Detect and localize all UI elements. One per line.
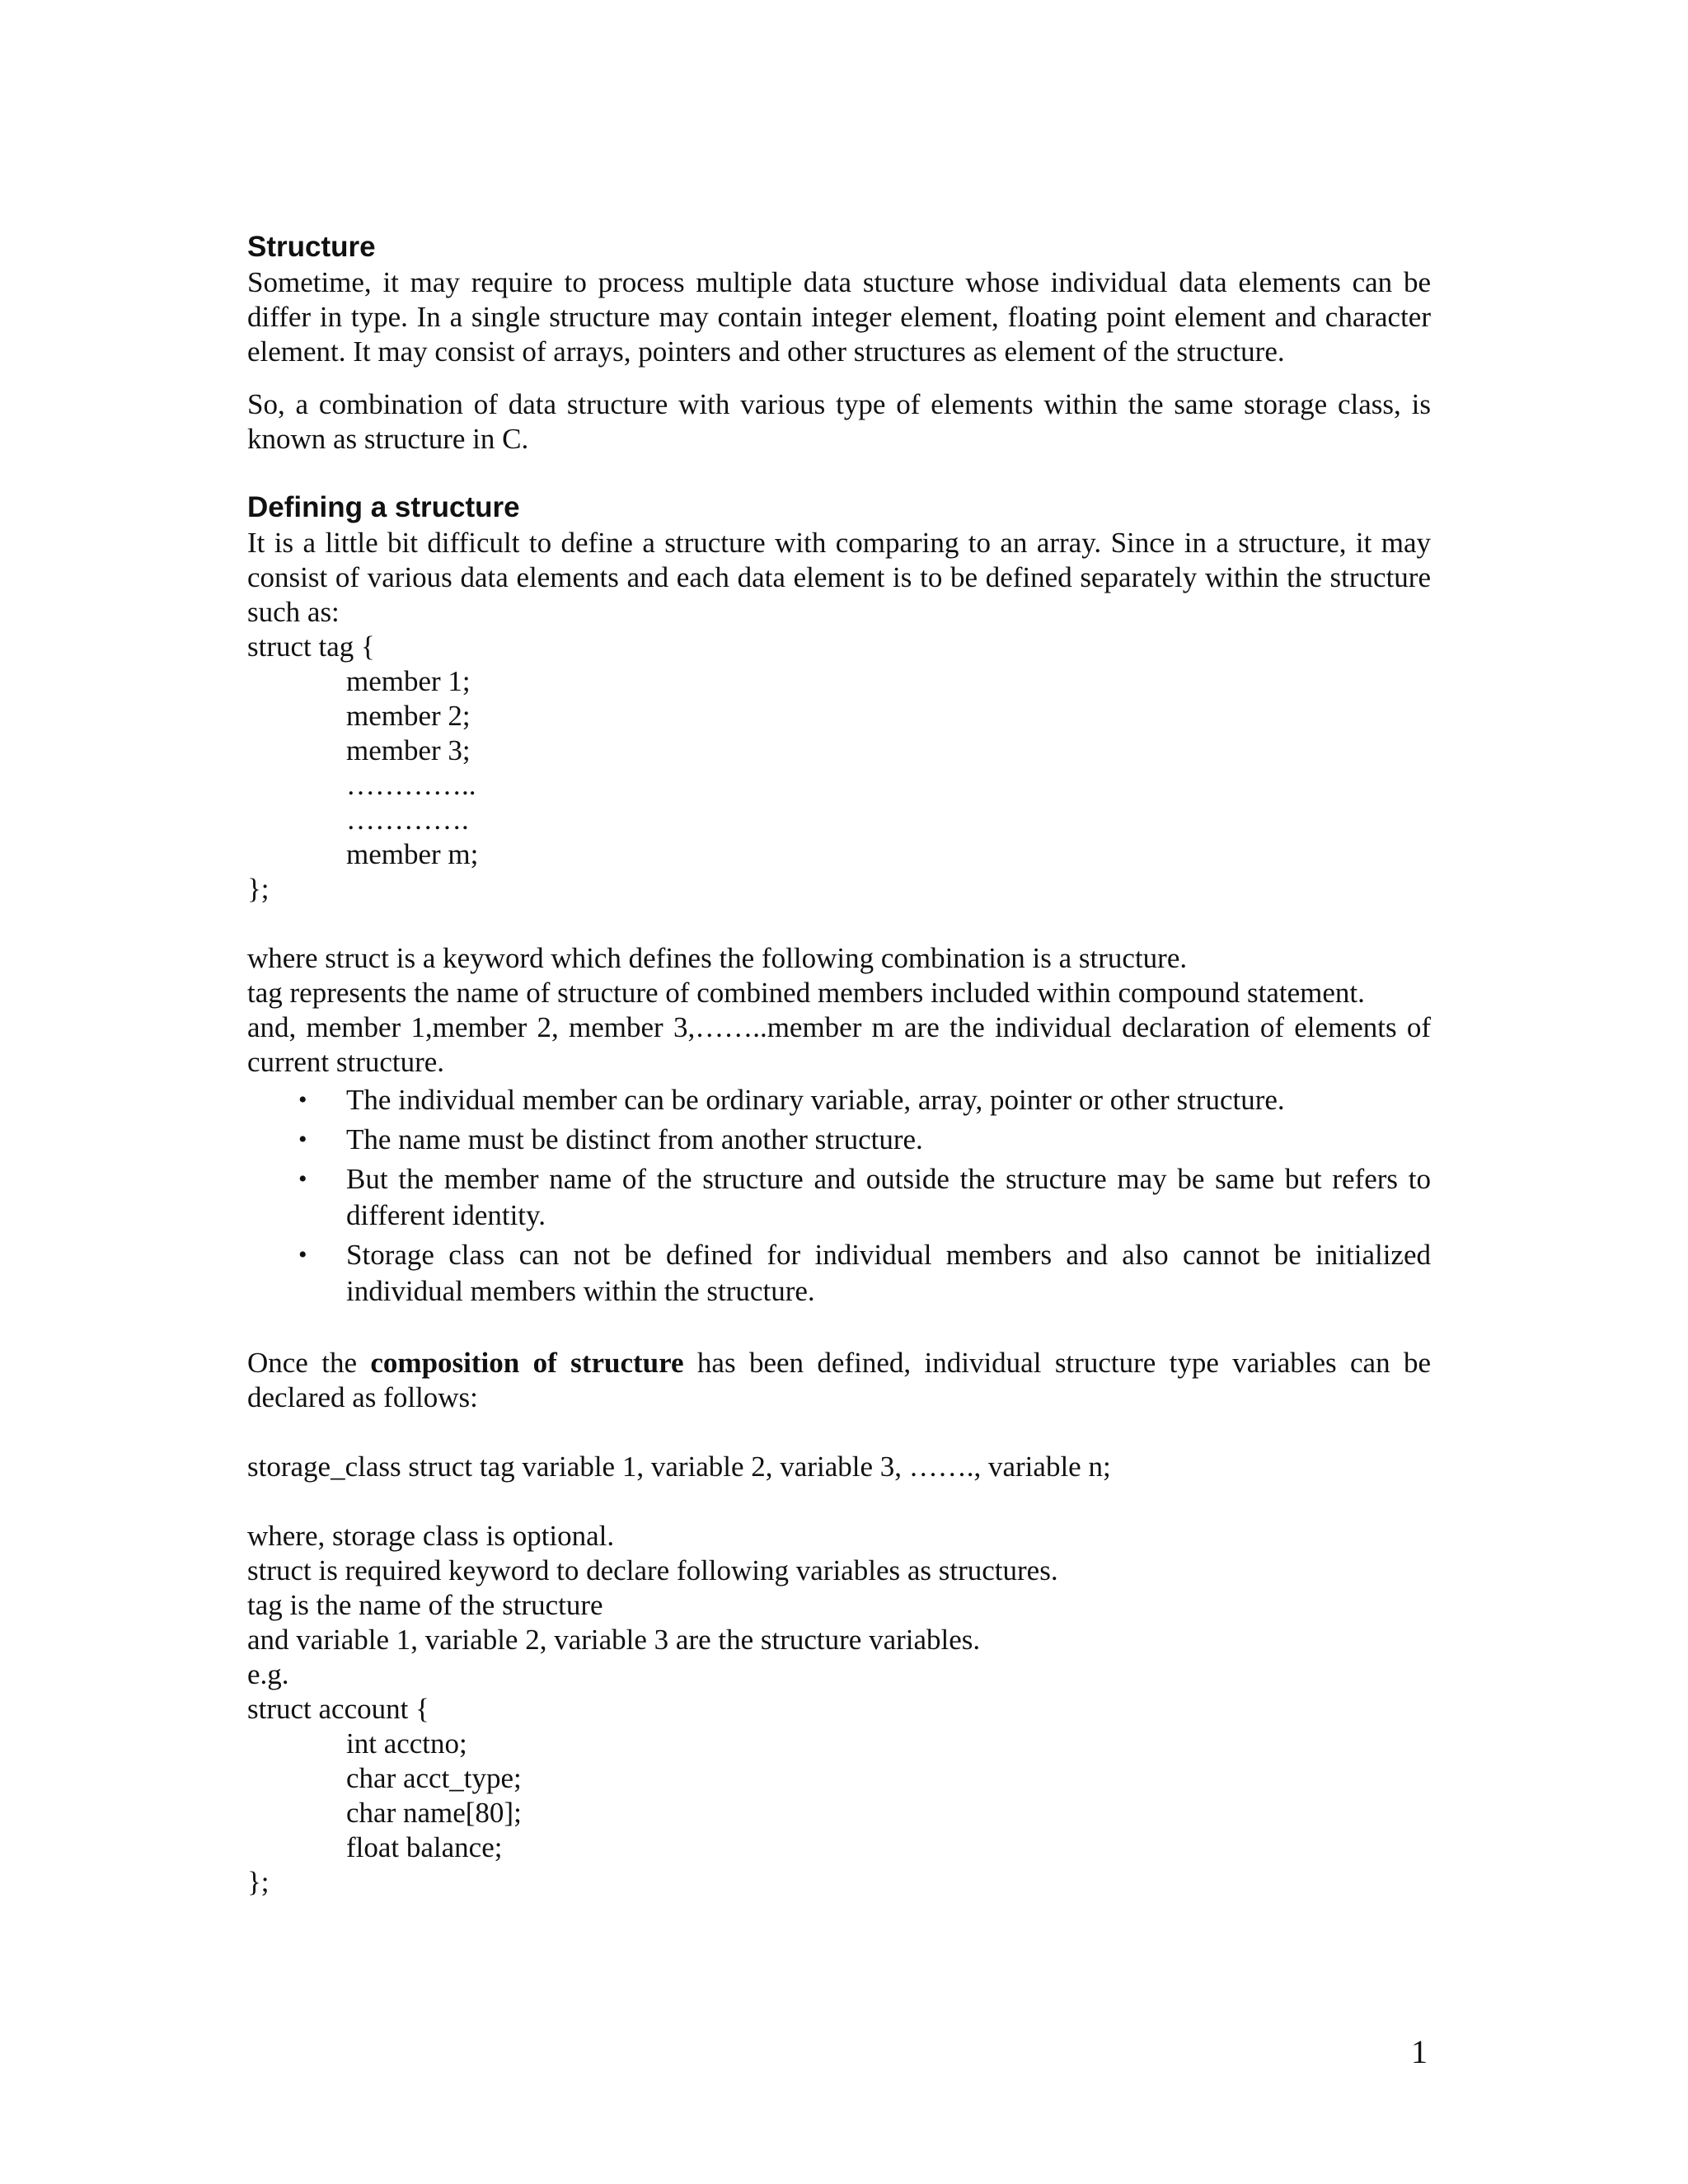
code-line: char acct_type;: [346, 1762, 522, 1794]
list-item: [247, 1082, 1431, 1118]
rules-bullet-list: [247, 1082, 1431, 1310]
code-line: };: [247, 873, 270, 905]
code-line: member 1;: [346, 665, 471, 697]
note-line: and variable 1, variable 2, variable 3 are the structure variables.: [247, 1624, 981, 1656]
where-line: where struct is a keyword which defines the following combination is a structure.: [247, 942, 1188, 974]
bullet-icon: •: [298, 1165, 307, 1193]
composition-text-pre: Once the: [247, 1347, 371, 1379]
code-line: struct account {: [247, 1693, 429, 1725]
code-block-struct-tag: [247, 630, 1431, 907]
structure-intro-paragraph: Sometime, it may require to process multiple data stucture whose individual data elements can be differ in type. In a single structure may contain integer element, floating point element and character element. It may consist of arrays, pointers and other structures as element of the structure.: [247, 266, 1431, 368]
code-line: ………….: [346, 804, 469, 836]
composition-bold-term: composition of structure: [370, 1347, 684, 1379]
list-item-text: The name must be distinct from another structure.: [346, 1123, 923, 1155]
code-line: float balance;: [346, 1831, 503, 1863]
note-line: where, storage class is optional.: [247, 1520, 615, 1552]
note-line: struct is required keyword to declare following variables as structures.: [247, 1554, 1058, 1586]
code-line: member 3;: [346, 734, 471, 766]
code-block-struct-account: [247, 1692, 1431, 1900]
list-item-text: The individual member can be ordinary variable, array, pointer or other structure.: [346, 1084, 1285, 1116]
list-item: [247, 1122, 1431, 1158]
section-heading-structure: Structure: [247, 231, 376, 263]
list-item-text: But the member name of the structure and outside the structure may be same but refers to different identity.: [346, 1163, 1431, 1231]
list-item-text: Storage class can not be defined for individual members and also cannot be initialized individual members within the structure.: [346, 1239, 1431, 1307]
list-item: [247, 1161, 1431, 1234]
code-line: char name[80];: [346, 1797, 522, 1829]
code-line: …………..: [346, 769, 476, 801]
bullet-icon: •: [298, 1241, 307, 1268]
note-line: e.g.: [247, 1658, 289, 1690]
composition-paragraph: [247, 1346, 1431, 1415]
where-line: tag represents the name of structure of combined members included within compound statement.: [247, 977, 1365, 1009]
defining-intro-paragraph: It is a little bit difficult to define a structure with comparing to an array. Since in a structure, it may consist of various data elements and each data element is to be defined separately within the structure such as:: [247, 527, 1431, 628]
document-page: [247, 229, 1431, 1900]
list-item: [247, 1237, 1431, 1310]
code-line: };: [247, 1866, 270, 1898]
section-heading-defining-structure: Defining a structure: [247, 491, 520, 523]
page-number: 1: [1411, 2033, 1428, 2070]
where-line: and, member 1,member 2, member 3,……..member m are the individual declaration of elements of current structure.: [247, 1011, 1431, 1078]
composition-text-post: has been defined, individual structure type variables can be declared as follows:: [247, 1347, 1431, 1413]
code-line: struct tag {: [247, 630, 375, 663]
bullet-icon: •: [298, 1126, 307, 1153]
bullet-icon: •: [298, 1086, 307, 1113]
note-line: tag is the name of the structure: [247, 1589, 603, 1621]
declaration-syntax: storage_class struct tag variable 1, variable 2, variable 3, ……., variable n;: [247, 1451, 1111, 1483]
structure-definition-paragraph: So, a combination of data structure with various type of elements within the same storage class, is known as structure in C.: [247, 388, 1431, 455]
code-line: member m;: [346, 838, 479, 870]
code-line: member 2;: [346, 700, 471, 732]
code-line: int acctno;: [346, 1727, 467, 1760]
